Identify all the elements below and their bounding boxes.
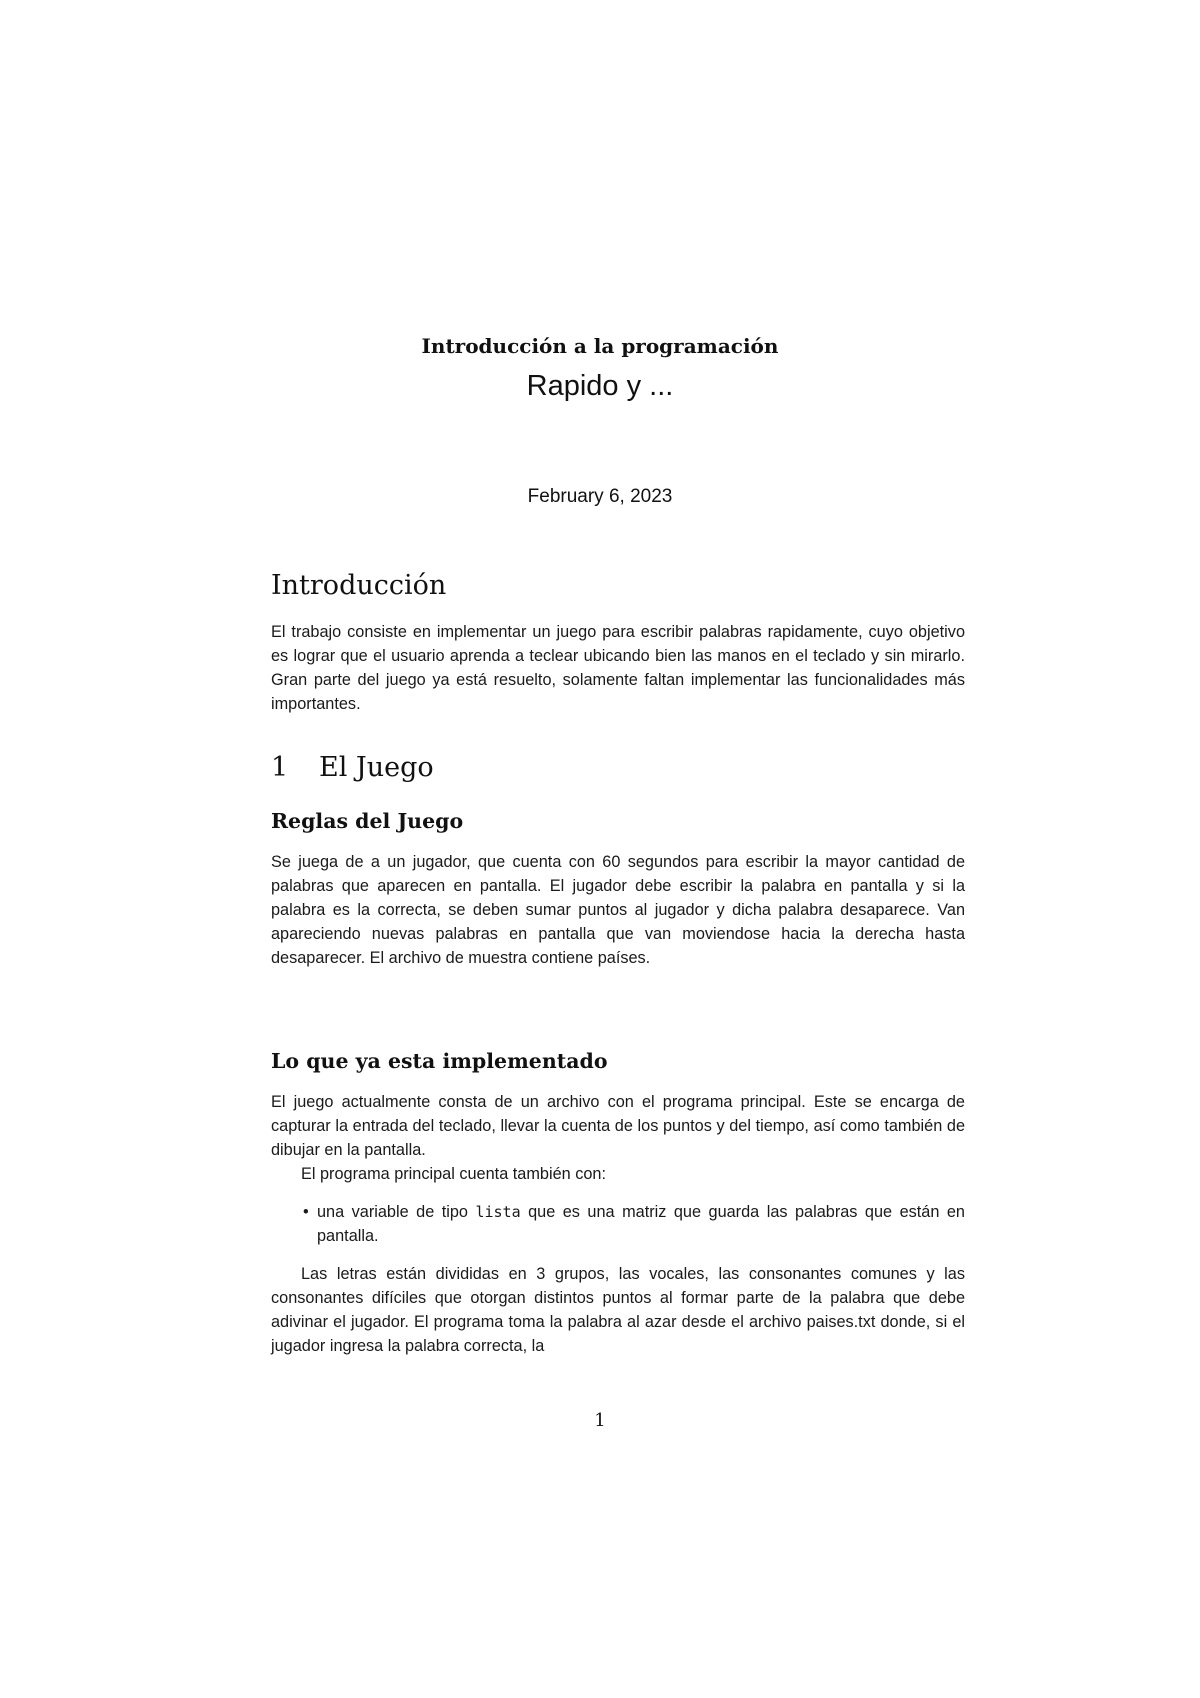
reglas-body [271, 850, 965, 970]
feature-list [271, 1200, 965, 1248]
page-number: 1 [594, 1410, 606, 1431]
document-title: Rapido y ... [526, 370, 674, 402]
course-title: Introducción a la programación [421, 334, 779, 358]
reglas-paragraph: Se juega de a un jugador, que cuenta con 60 segundos para escribir la mayor cantidad de palabras que aparecen en pantalla. El jugador debe escribir la palabra en pantalla y si la palabra es la correcta, se deben sumar puntos al jugador y dicha palabra desaparece. Van apareciendo nuevas palabras en pantalla que van moviendose hacia la derecha hasta desaparecer. El archivo de muestra contiene países. [271, 853, 965, 967]
implementado-paragraph-3: Las letras están divididas en 3 grupos, las vocales, las consonantes comunes y las consonantes difíciles que otorgan distintos puntos al formar parte de la palabra que debe adivinar el jugador. El programa toma la palabra al azar desde el archivo paises.txt donde, si el jugador ingresa la palabra correcta, la [271, 1265, 965, 1355]
bullet-icon: • [303, 1203, 309, 1221]
implementado-heading-wrap [271, 1049, 965, 1073]
section-1-heading [271, 752, 965, 783]
list-item [271, 1200, 965, 1248]
intro-section [271, 570, 965, 601]
implementado-heading: Lo que ya esta implementado [271, 1049, 608, 1073]
implementado-paragraph-1: El juego actualmente consta de un archivo con el programa principal. Este se encarga de capturar la entrada del teclado, llevar la cuenta de los puntos y del tiempo, así como también de dibujar en la pantalla. [271, 1093, 965, 1159]
list-item-text-after: que es una matriz que guarda las palabras que están en pantalla. [317, 1203, 965, 1245]
document-date: February 6, 2023 [527, 486, 673, 507]
list-item-text-before: una variable de tipo [317, 1203, 476, 1221]
reglas-heading-wrap [271, 809, 965, 833]
implementado-paragraph-2: El programa principal cuenta también con: [301, 1165, 606, 1183]
section-title: El Juego [319, 752, 434, 783]
implementado-body [271, 1090, 965, 1358]
intro-paragraph: El trabajo consiste en implementar un juego para escribir palabras rapidamente, cuyo objetivo es lograr que el usuario aprenda a teclear ubicando bien las manos en el teclado y sin mirarlo. Gran parte del juego ya está resuelto, solamente faltan implementar las funcionalidades más importantes. [271, 623, 965, 713]
intro-heading: Introducción [271, 570, 447, 601]
reglas-heading: Reglas del Juego [271, 809, 464, 833]
code-lista: lista [475, 1203, 521, 1221]
intro-body [271, 620, 965, 716]
section-number: 1 [271, 752, 289, 783]
